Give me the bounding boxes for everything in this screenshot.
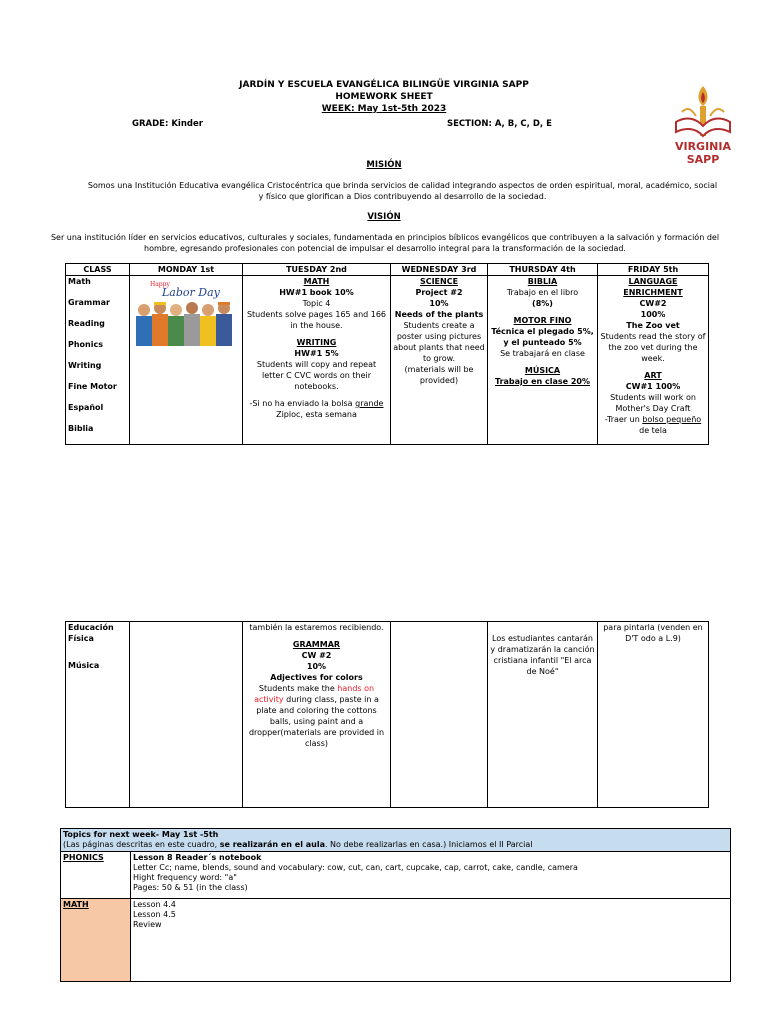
topics-phonics-content <box>131 852 731 899</box>
schedule-table-continued <box>65 621 709 808</box>
tuesday-cell-continued <box>243 622 391 808</box>
wednesday-pct: 10% <box>429 299 449 308</box>
tuesday-grammar-pct: 10% <box>306 662 327 671</box>
subject-biblia: Biblia <box>68 424 94 433</box>
friday-lang-pct: 100% <box>640 310 666 319</box>
topics-phonics-label: PHONICS <box>61 852 131 899</box>
logo-text-sapp: SAPP <box>686 153 720 166</box>
math-line-2: Lesson 4.5 <box>133 910 176 919</box>
friday-lang-title: LANGUAGE ENRICHMENT <box>623 277 683 297</box>
tuesday-writing-desc: Students will copy and repeat letter C CVC words on their notebooks. <box>256 360 377 391</box>
thursday-musica-title: MÚSICA <box>524 366 561 375</box>
logo-text-virginia: VIRGINIA <box>674 140 731 153</box>
math-line-3: Review <box>133 920 162 929</box>
subject-phonics: Phonics <box>68 340 103 349</box>
friday-art-cw: CW#1 100% <box>625 382 681 391</box>
col-tuesday: TUESDAY 2nd <box>243 264 391 276</box>
sheet-title: HOMEWORK SHEET <box>335 92 433 102</box>
phonics-line-2: Hight frequency word: "a" <box>133 873 237 882</box>
wednesday-title: SCIENCE <box>419 277 459 286</box>
topics-note: (Las páginas descritas en este cuadro, se realizarán en el aula. No debe realizarlas en casa.) Iniciamos el II Parcial <box>63 840 533 849</box>
wednesday-cell <box>391 276 488 445</box>
thursday-cell <box>488 276 598 445</box>
monday-cell <box>130 276 243 445</box>
week-line: WEEK: May 1st-5th 2023 <box>321 104 447 114</box>
vision-text: Ser una institución líder en servicios educativos, culturales y sociales, fundamentada en principios bíblicos evangélicos que contribuyen a la salvación y formación del hombre, egresando profesionales con potencial de impulsar el desarrollo integral para la transformación de la sociedad. <box>50 233 720 253</box>
friday-art-desc: Students will work on Mother's Day Craft <box>610 393 696 413</box>
school-name: JARDÍN Y ESCUELA EVANGÉLICA BILINGÜE VIRGINIA SAPP <box>239 80 529 90</box>
subject-math: Math <box>68 277 91 286</box>
friday-cell <box>598 276 709 445</box>
tuesday-grammar-topic: Adjectives for colors <box>270 673 363 682</box>
subject-educacion-fisica: Educación Física <box>68 623 114 643</box>
col-monday: MONDAY 1st <box>130 264 243 276</box>
subject-fine-motor: Fine Motor <box>68 382 117 391</box>
tuesday-note-continued: también la estaremos recibiendo. <box>249 623 384 632</box>
grade-label: GRADE: Kinder <box>132 119 203 129</box>
tuesday-writing-hw: HW#1 5% <box>294 349 339 358</box>
tuesday-cell <box>243 276 391 445</box>
subject-list-continued <box>66 622 130 808</box>
tuesday-math-topic: Topic 4 <box>302 299 331 308</box>
torch-book-icon <box>662 82 744 142</box>
school-logo <box>662 82 744 170</box>
thursday-biblia-pct: (8%) <box>532 299 553 308</box>
thursday-motor-note: Se trabajará en clase <box>500 349 585 358</box>
wednesday-note: (materials will be provided) <box>404 365 474 385</box>
thursday-motor-desc: Técnica el plegado 5%, y el punteado 5% <box>491 327 594 347</box>
wednesday-topic: Needs of the plants <box>394 310 484 319</box>
wednesday-desc: Students create a poster using pictures about plants that need to grow. <box>393 321 485 363</box>
friday-art-continued: para pintarla (venden en D'T odo a L.9) <box>603 623 703 643</box>
friday-lang-cw: CW#2 <box>639 299 667 308</box>
tuesday-writing-title: WRITING <box>296 338 337 347</box>
phonics-line-3: Pages: 50 & 51 (in the class) <box>133 883 248 892</box>
topics-title: Topics for next week- May 1st -5th <box>63 830 219 839</box>
tuesday-math-hw: HW#1 book 10% <box>279 288 354 297</box>
friday-art-title: ART <box>644 371 662 380</box>
schedule-header-row <box>66 264 709 276</box>
tuesday-grammar-desc: Students make the hands on activity during class, paste in a plate and coloring the cottons balls, using paint and a dropper(materials are provided in class) <box>248 684 385 748</box>
tuesday-note: -Si no ha enviado la bolsa grande Ziploc, esta semana <box>249 399 384 419</box>
labor-day-small-text: Happy <box>150 281 170 288</box>
subject-grammar: Grammar <box>68 298 110 307</box>
vision-title: VISIÓN <box>367 212 401 222</box>
labor-day-title: Labor Day <box>162 286 220 299</box>
topics-table <box>60 828 731 982</box>
tuesday-math-desc: Students solve pages 165 and 166 in the house. <box>246 310 387 330</box>
col-wednesday: WEDNESDAY 3rd <box>391 264 488 276</box>
col-friday: FRIDAY 5th <box>598 264 709 276</box>
friday-lang-topic: The Zoo vet <box>626 321 680 330</box>
schedule-table <box>65 263 709 445</box>
monday-cell-continued <box>130 622 243 808</box>
phonics-lesson: Lesson 8 Reader´s notebook <box>133 853 262 862</box>
subject-writing: Writing <box>68 361 102 370</box>
mision-title: MISIÓN <box>366 160 402 170</box>
topics-header <box>61 829 731 852</box>
subject-espanol: Español <box>68 403 104 412</box>
tuesday-grammar-cw: CW #2 <box>301 651 332 660</box>
tuesday-math-title: MATH <box>303 277 330 286</box>
math-line-1: Lesson 4.4 <box>133 900 176 909</box>
friday-lang-desc: Students read the story of the zoo vet during the week. <box>600 332 706 363</box>
col-thursday: THURSDAY 4th <box>488 264 598 276</box>
subject-reading: Reading <box>68 319 105 328</box>
thursday-musica-desc: Trabajo en clase 20% <box>495 377 590 386</box>
phonics-line-1: Letter Cc; name, blends, sound and vocabulary: cow, cut, can, cart, cupcake, cap, carrot, cake, candle, camera <box>133 863 578 872</box>
subject-list <box>66 276 130 445</box>
mision-text: Somos una Institución Educativa evangélica Cristocéntrica que brinda servicios de calidad integrando aspectos de orden espiritual, moral, académico, social y físico que glorifican a Dios contribuyendo al desarrollo de la sociedad. <box>87 181 718 201</box>
topics-math-content <box>131 899 731 982</box>
friday-cell-continued <box>598 622 709 808</box>
tuesday-grammar-title: GRAMMAR <box>292 640 341 649</box>
labor-day-illustration <box>132 276 236 348</box>
thursday-motor-title: MOTOR FINO <box>513 316 572 325</box>
thursday-musica-continued: Los estudiantes cantarán y dramatizarán la canción cristiana infantil "El arca de Noé" <box>490 634 595 676</box>
wednesday-project: Project #2 <box>415 288 463 297</box>
section-label: SECTION: A, B, C, D, E <box>447 119 552 129</box>
thursday-cell-continued <box>488 622 598 808</box>
thursday-biblia-title: BIBLIA <box>527 277 558 286</box>
wednesday-cell-continued <box>391 622 488 808</box>
topics-math-label: MATH <box>61 899 131 982</box>
friday-art-note: -Traer un bolso pequeño de tela <box>604 415 702 435</box>
thursday-biblia-desc: Trabajo en el libro <box>506 288 579 297</box>
col-class: CLASS <box>66 264 130 276</box>
subject-musica: Música <box>68 661 100 670</box>
